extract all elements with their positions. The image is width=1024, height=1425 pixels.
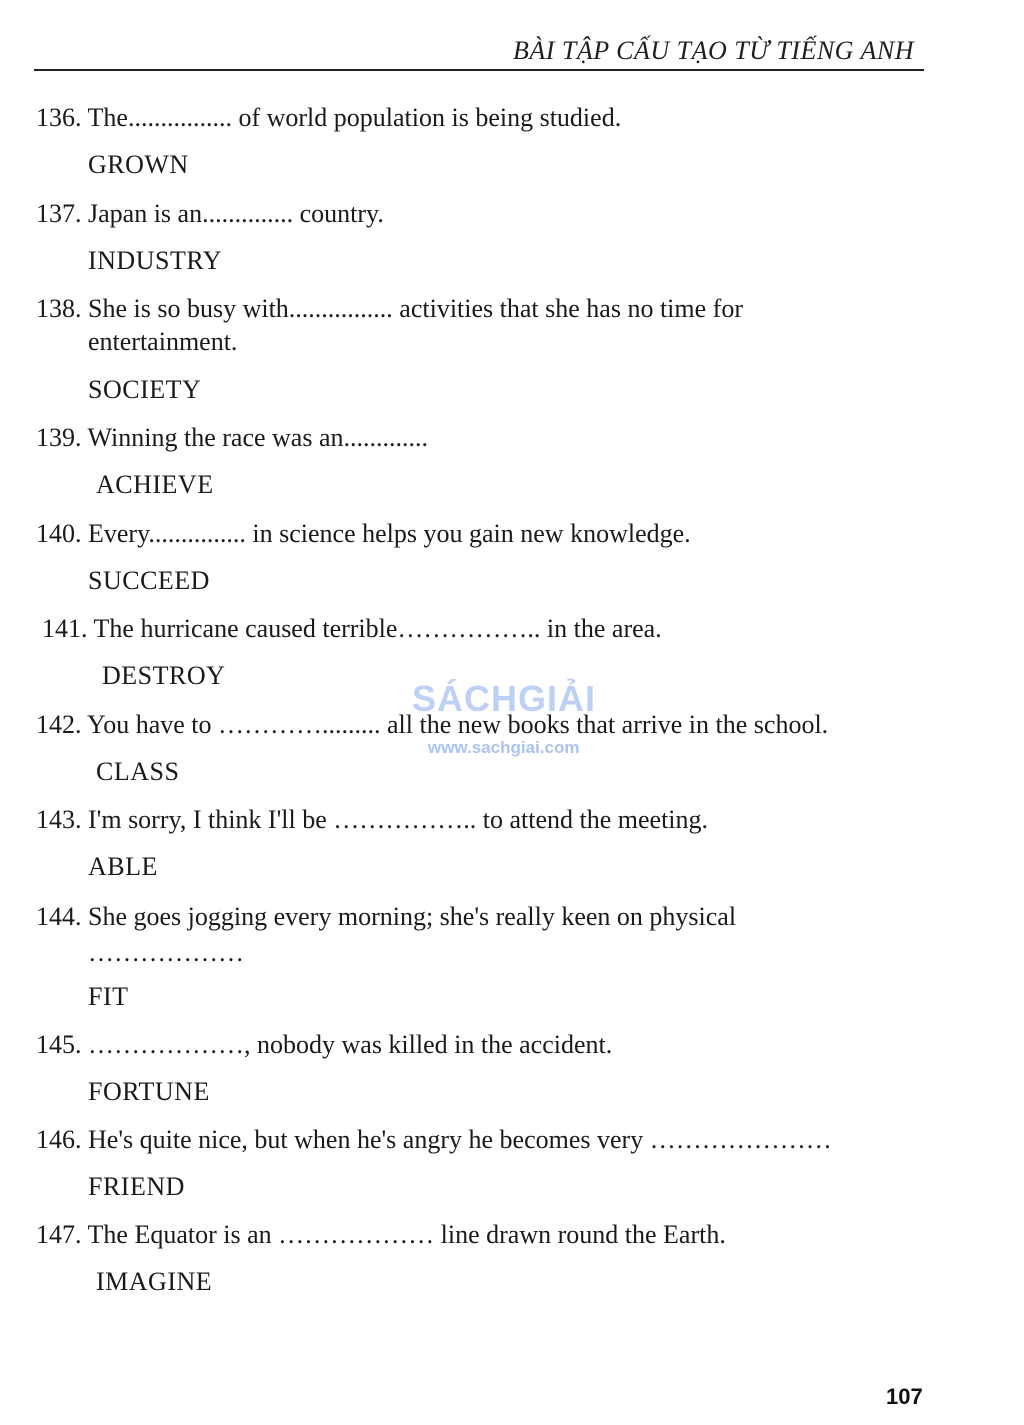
exercise-143-question: 143. I'm sorry, I think I'll be …………….. to attend the meeting. [36, 805, 709, 834]
exercise-137-question: 137. Japan is an.............. country. [36, 199, 384, 228]
exercise-147-question: 147. The Equator is an ……………… line drawn round the Earth. [36, 1220, 726, 1249]
exercise-144-question: 144. She goes jogging every morning; she's really keen on physical ……………… [36, 902, 737, 967]
exercise-146-answer: FRIEND [88, 1172, 185, 1201]
exercise-138-answer: SOCIETY [88, 375, 202, 404]
exercise-141-question: 141. The hurricane caused terrible…………….. in the area. [42, 614, 662, 643]
exercise-138-question: 138. She is so busy with................ activities that she has no time for entertainment. [36, 294, 743, 356]
exercise-137-answer: INDUSTRY [88, 246, 223, 275]
exercise-142-answer: CLASS [96, 757, 180, 786]
exercise-145-question: 145. ………………, nobody was killed in the accident. [36, 1030, 613, 1059]
exercise-147-answer: IMAGINE [96, 1267, 213, 1296]
exercise-139-answer: ACHIEVE [96, 470, 214, 499]
exercise-140-answer: SUCCEED [88, 566, 210, 595]
watermark-url: www.sachgiai.com [428, 738, 580, 757]
running-header: BÀI TẬP CẤU TẠO TỪ TIẾNG ANH [512, 36, 914, 65]
exercise-143-answer: ABLE [88, 852, 158, 881]
exercise-145-answer: FORTUNE [88, 1077, 210, 1106]
exercise-139-question: 139. Winning the race was an............. [36, 423, 428, 452]
exercise-140-question: 140. Every............... in science helps you gain new knowledge. [36, 519, 691, 548]
exercise-136-question: 136. The................ of world population is being studied. [36, 103, 622, 132]
exercise-146-question: 146. He's quite nice, but when he's angry he becomes very ………………… [36, 1125, 832, 1154]
exercise-141-answer: DESTROY [102, 661, 226, 690]
exercise-142-question: 142. You have to …………......... all the new books that arrive in the school. [36, 710, 829, 739]
exercise-136-answer: GROWN [88, 150, 189, 179]
page-number: 107 [886, 1384, 923, 1409]
exercise-144-answer: FIT [88, 982, 129, 1011]
watermark-logo: SÁCHGIẢI [412, 678, 597, 719]
